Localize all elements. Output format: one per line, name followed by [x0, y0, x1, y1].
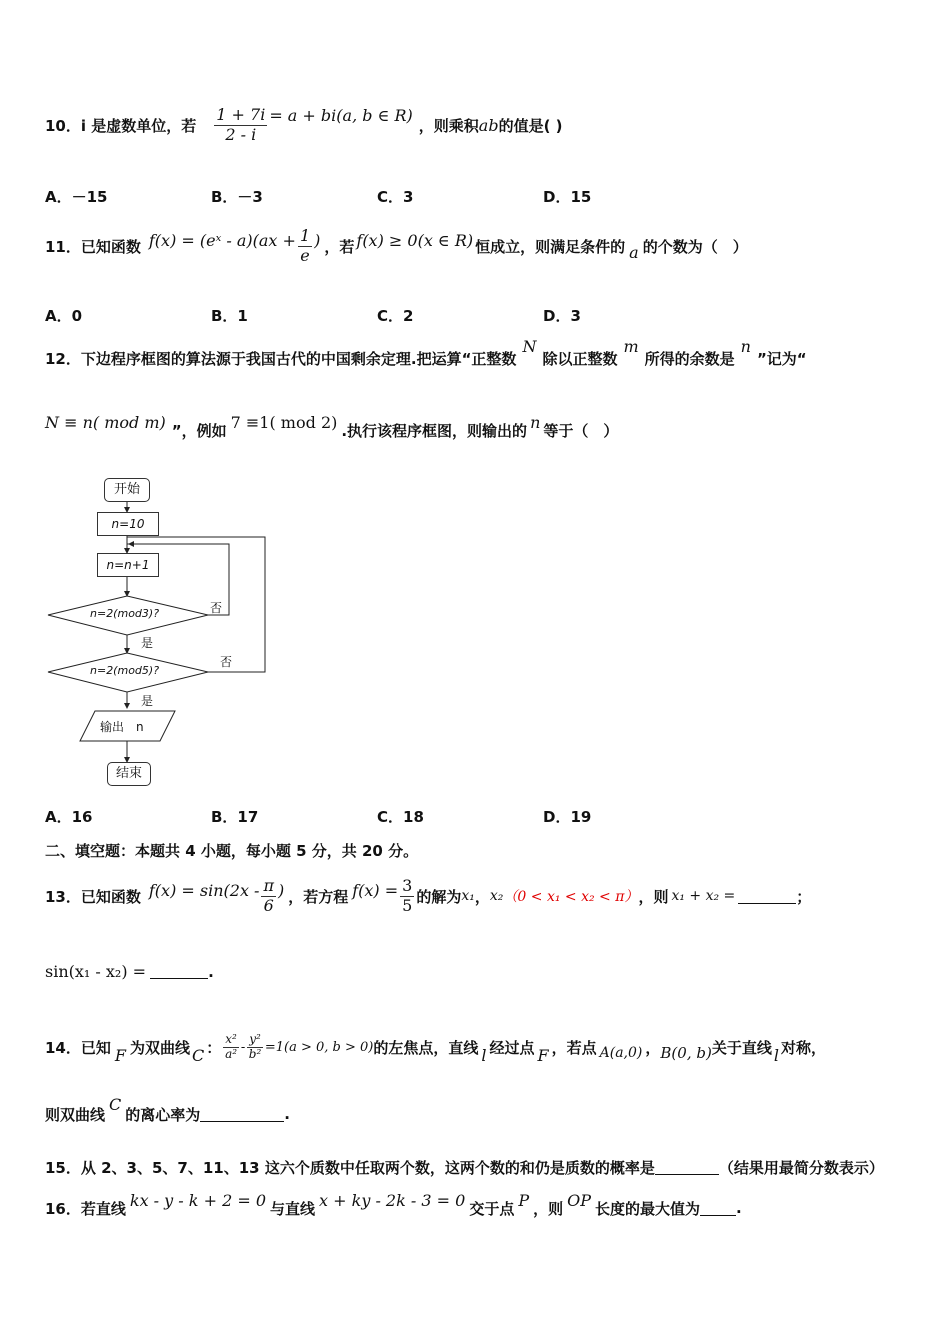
q13-answer-blank-2[interactable]: [150, 964, 208, 979]
q13-frac-num: 3: [402, 876, 413, 896]
q11-option-b: B．1: [211, 307, 248, 325]
q14-end: .: [284, 1105, 290, 1123]
q14-line1: 14．已知 F 为双曲线 C ： $\frac{\text{x²}}{\text{a²}}$ - $\frac{\text{y²}}{\text{b²}}$ =1(a > 0, b > 0) 的左焦点，直线 l 经过点 F ，若点 A(a,0) ， B(0, b) 关于直线 l 对称，: [45, 1031, 826, 1065]
q16-answer-blank[interactable]: [700, 1201, 736, 1216]
q13-line1: [45, 868, 811, 924]
q15-suffix: （结果用最简分数表示）: [718, 1159, 884, 1177]
q13-mid2: 的解为: [416, 887, 462, 906]
q12-l1-prefix: 12．下边程序框图的算法源于我国古代的中国剩余定理.把运算“正整数: [45, 349, 517, 368]
q12-option-a: A．16: [45, 808, 93, 826]
q13-condition: （0 < x₁ < x₂ < π）: [503, 889, 639, 905]
q11-suffix: 的个数为（ ）: [642, 237, 748, 256]
q10-option-a: A．－15: [45, 188, 108, 206]
q14-suffix: 对称，: [780, 1038, 826, 1057]
q13-line2: [45, 962, 214, 981]
q16-mid3: ，则: [533, 1199, 564, 1218]
q14-mid3: 经过点: [489, 1038, 535, 1057]
q11-frac-den: e: [300, 245, 310, 265]
q12-l1-mid: 除以正整数: [542, 349, 618, 368]
q11-func: f(x) = (eˣ - a)(ax +: [148, 230, 296, 250]
q11-mid: ，若: [324, 237, 355, 256]
q14-mid2: 的左焦点，直线: [373, 1038, 479, 1057]
q13-prefix: 13．已知函数: [45, 887, 141, 906]
q11-frac-num: 1: [299, 226, 311, 246]
q11-option-d: D．3: [543, 307, 581, 325]
flowchart-lines: [40, 470, 280, 790]
q12-l2-mid2: .执行该程序框图，则输出的: [341, 421, 528, 440]
q13-pi-fraction: [261, 877, 276, 915]
q14-prefix: 14．已知: [45, 1038, 111, 1057]
q14-frac-y: [247, 1033, 263, 1062]
q13-answer-blank-1[interactable]: [738, 889, 796, 904]
q14-comma: ，: [645, 1038, 661, 1057]
q10-equation: = a + bi(a, b ∈ R): [269, 105, 413, 125]
q12-expr: N ≡ n( mod m): [45, 412, 166, 432]
q12-l1-suffix: ”记为“: [756, 349, 807, 368]
q11-fraction: [298, 227, 312, 265]
q14-mid: 为双曲线: [129, 1038, 190, 1057]
q14-mid5: 关于直线: [711, 1038, 772, 1057]
q13-eqf: f(x) =: [352, 880, 399, 900]
q13-func: f(x) = sin(2x -: [148, 880, 260, 900]
q14-x2: x²: [225, 1031, 237, 1046]
q13-line2-expr: sin(x₁ - x₂) =: [45, 962, 147, 981]
q12-l2-n: n: [530, 412, 541, 432]
q14-line2-prefix: 则双曲线: [45, 1105, 106, 1124]
q12-N: N: [522, 336, 537, 356]
q13-end2: .: [208, 962, 214, 981]
q11-func-end: ): [314, 230, 321, 250]
q14-l: l: [481, 1045, 487, 1065]
q10-line: [45, 100, 563, 150]
q13-fraction: [400, 877, 414, 915]
q13-mid: ，若方程: [288, 887, 349, 906]
q13-mid3: ，则: [638, 887, 669, 906]
q13-end1: ；: [796, 887, 812, 906]
q14-answer-blank[interactable]: [200, 1107, 284, 1122]
q14-colon: ：: [206, 1038, 222, 1057]
flow-output: 输出 n: [100, 720, 144, 734]
q14-frac-x: [223, 1033, 239, 1062]
q12-l2-suffix: 等于（ ）: [543, 421, 619, 440]
q14-a2: a²: [225, 1046, 238, 1061]
q16-suffix: 长度的最大值为: [595, 1199, 701, 1218]
q11-option-c: C．2: [377, 307, 414, 325]
q12-m: m: [623, 336, 639, 356]
q10-frac-num: 1 + 7i: [216, 105, 266, 125]
q13-frac-den: 5: [402, 895, 413, 915]
q11-prefix: 11．已知函数: [45, 237, 141, 256]
flow-no2: 否: [220, 655, 233, 669]
q15-answer-blank[interactable]: [655, 1160, 719, 1175]
flow-no1: 否: [210, 601, 223, 615]
q11-mid2: 恒成立，则满足条件的: [475, 237, 626, 256]
q10-fraction: [214, 106, 267, 144]
q10-prefix: 10．i 是虚数单位，若: [45, 116, 197, 135]
q14-eq-rest: =1(a > 0, b > 0): [264, 1039, 374, 1055]
flow-end: 结束: [107, 762, 151, 786]
q11-a: a: [629, 242, 639, 262]
q10-mid: ，则乘积: [418, 116, 479, 135]
q14-y2: y²: [249, 1031, 261, 1046]
q12-l2-mid: ”，例如: [171, 421, 227, 440]
q12-example: 7 ≡1( mod 2): [230, 412, 338, 432]
flow-yes1: 是: [141, 636, 154, 650]
section-2-title: 二、填空题：本题共 4 小题，每小题 5 分，共 20 分。: [45, 842, 419, 860]
q13-pi-den: 6: [263, 895, 274, 915]
q13-x2: x₂: [489, 888, 504, 904]
q16-line2-eq: x + ky - 2k - 3 = 0: [319, 1190, 466, 1210]
q16-mid2: 交于点: [469, 1199, 515, 1218]
q13-func-end: ): [277, 880, 285, 900]
q13-comma: ，: [474, 887, 490, 906]
q12-line2: [45, 410, 618, 450]
q14-C2: C: [109, 1094, 122, 1114]
q15-text: 15．从 2、3、5、7、11、13 这六个质数中任取两个数，这两个数的和仍是质数的概率是: [45, 1159, 655, 1177]
q12-line1: [45, 336, 807, 376]
q14-A: A(a,0): [599, 1045, 643, 1061]
flow-cond1: n=2(mod3)?: [90, 607, 160, 620]
q10-option-c: C．3: [377, 188, 414, 206]
q14-B: B(0, b): [660, 1044, 712, 1062]
q14-mid4: ，若点: [551, 1038, 597, 1057]
q16-prefix: 16．若直线: [45, 1199, 126, 1218]
q16-OP: OP: [567, 1190, 592, 1210]
q13-pi-num: π: [263, 876, 274, 896]
q15-line: [45, 1157, 884, 1178]
flowchart: [40, 470, 280, 790]
q12-n: n: [740, 336, 751, 356]
q10-suffix: 的值是( ): [498, 116, 563, 135]
q13-x1: x₁: [461, 888, 475, 904]
q12-option-c: C．18: [377, 808, 424, 826]
q16-end: .: [736, 1199, 742, 1217]
q12-l1-mid2: 所得的余数是: [644, 349, 735, 368]
q12-option-b: B．17: [211, 808, 259, 826]
q14-line2-mid: 的离心率为: [125, 1105, 201, 1124]
q11-line: [45, 220, 748, 272]
flow-step: n=n+1: [97, 553, 159, 577]
flow-init: n=10: [97, 512, 159, 536]
q16-line: [45, 1188, 742, 1228]
q14-F2: F: [537, 1045, 549, 1065]
q11-option-a: A．0: [45, 307, 83, 325]
q10-ab: ab: [478, 115, 499, 135]
q13-sum: x₁ + x₂ =: [671, 888, 736, 904]
q11-condition: f(x) ≥ 0(x ∈ R): [356, 230, 474, 250]
flow-start: 开始: [104, 478, 150, 502]
flow-yes2: 是: [141, 694, 154, 708]
q12-option-d: D．19: [543, 808, 592, 826]
q10-option-d: D．15: [543, 188, 592, 206]
flow-cond2: n=2(mod5)?: [90, 664, 160, 677]
q14-line2: [45, 1096, 290, 1132]
q16-mid: 与直线: [270, 1199, 316, 1218]
q14-l2: l: [773, 1045, 779, 1065]
q14-C: C: [192, 1045, 205, 1065]
q10-option-b: B．－3: [211, 188, 263, 206]
q14-F: F: [114, 1045, 126, 1065]
q10-frac-den: 2 - i: [225, 124, 257, 144]
q16-P: P: [518, 1190, 530, 1210]
q14-b2: b²: [248, 1046, 262, 1061]
q16-line1-eq: kx - y - k + 2 = 0: [129, 1190, 266, 1210]
